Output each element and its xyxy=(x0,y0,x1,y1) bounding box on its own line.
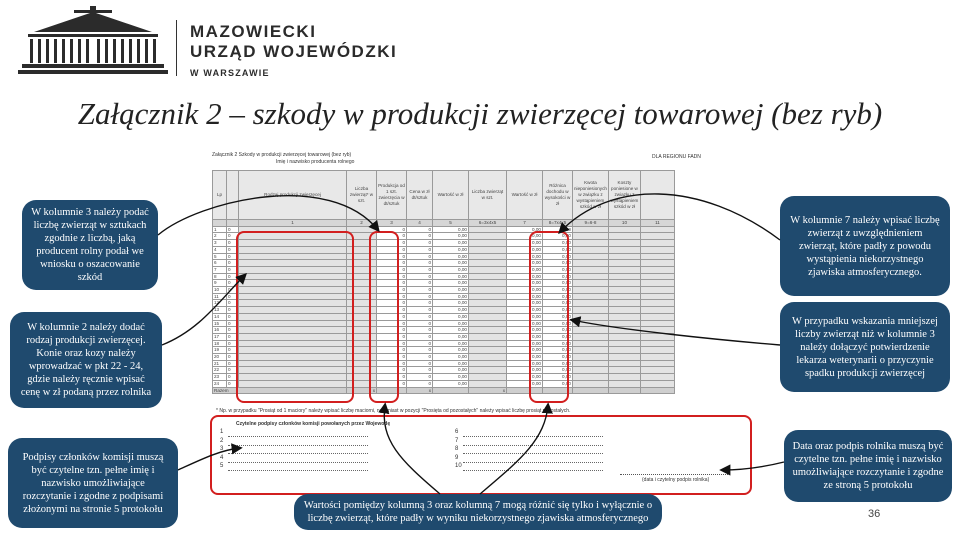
cell-roznica: 0,00 xyxy=(543,354,573,361)
farmer-signature-caption: (data i czytelny podpis rolnika) xyxy=(642,477,710,483)
cell-produkcja: 0 xyxy=(377,340,407,347)
callout-column-7: W kolumnie 7 należy wpisać liczbę zwierząt z uwzględnieniem zwierząt, które padły z powodu wystąpienia niekorzystnego zjawiska atmosferycznego. xyxy=(780,196,950,296)
logo-line-2: URZĄD WOJEWÓDZKI xyxy=(190,42,398,61)
cell-wartosc2: 0,00 xyxy=(507,360,543,367)
row-zero: 0 xyxy=(227,260,239,267)
page-number: 36 xyxy=(868,508,881,520)
cell-wartosc: 0,00 xyxy=(433,367,469,374)
cell-produkcja: 0 xyxy=(377,307,407,314)
column-number-cell: 5 xyxy=(433,220,469,227)
signature-number: 10 xyxy=(455,463,462,469)
row-zero: 0 xyxy=(227,287,239,294)
row-zero: 0 xyxy=(227,374,239,381)
cell-roznica: 0,00 xyxy=(543,347,573,354)
column-number-cell: 1 xyxy=(239,220,347,227)
header-koszty: Koszty poniesione w związku z wystąpieniem szkód w zł xyxy=(608,171,640,220)
row-zero: 0 xyxy=(227,253,239,260)
header-rodzaj: Rodzaj produkcji zwierzęcej xyxy=(239,171,347,220)
cell-cena: 0 xyxy=(407,347,433,354)
cell-roznica: 0,00 xyxy=(543,287,573,294)
row-number: 19 xyxy=(213,347,227,354)
cell-wartosc: 0,00 xyxy=(433,327,469,334)
cell-roznica: 0,00 xyxy=(543,327,573,334)
cell-produkcja: 0 xyxy=(377,327,407,334)
footnote: * Np. w przypadku "Prosiąt od 1 maciory" należy wpisać liczbę maciorni, natomiast w pozycji "Prosięta od pozostałych" należy wpisać liczbę prosiąt pozostałych. xyxy=(216,408,571,414)
column-number-cell: 7 xyxy=(507,220,543,227)
cell-wartosc2: 0,00 xyxy=(507,253,543,260)
row-number: 15 xyxy=(213,320,227,327)
cell-cena: 0 xyxy=(407,333,433,340)
row-number: 24 xyxy=(213,380,227,387)
cell-roznica: 0,00 xyxy=(543,246,573,253)
row-number: 5 xyxy=(213,253,227,260)
row-zero: 0 xyxy=(227,367,239,374)
sum-cell: x xyxy=(407,387,433,394)
cell-wartosc: 0,00 xyxy=(433,354,469,361)
row-zero: 0 xyxy=(227,360,239,367)
cell-produkcja: 0 xyxy=(377,320,407,327)
row-number: 22 xyxy=(213,367,227,374)
cell-wartosc2: 0,00 xyxy=(507,300,543,307)
row-number: 7 xyxy=(213,266,227,273)
cell-roznica: 0,00 xyxy=(543,374,573,381)
column-number-cell: 10 xyxy=(608,220,640,227)
signature-number: 3 xyxy=(220,446,224,452)
form-caption: Załącznik 2 Szkody w produkcji zwierzęcej towarowej (bez ryb) xyxy=(212,152,352,158)
cell-wartosc: 0,00 xyxy=(433,233,469,240)
cell-cena: 0 xyxy=(407,293,433,300)
sum-cell: x xyxy=(347,387,377,394)
cell-produkcja: 0 xyxy=(377,253,407,260)
cell-roznica: 0,00 xyxy=(543,293,573,300)
cell-wartosc: 0,00 xyxy=(433,273,469,280)
cell-produkcja: 0 xyxy=(377,360,407,367)
arrow-diff-right xyxy=(480,405,548,494)
cell-wartosc: 0,00 xyxy=(433,240,469,247)
cell-wartosc2: 0,00 xyxy=(507,293,543,300)
callout-signatures: Podpisy członków komisji muszą być czytelne tzn. pełne imię i nazwisko umożliwiające rozczytanie i zgodne z podpisami złożonymi na stronie 5 protokołu xyxy=(8,438,178,528)
column-number-cell: 8=7x4x5 xyxy=(543,220,573,227)
cell-wartosc: 0,00 xyxy=(433,307,469,314)
cell-roznica: 0,00 xyxy=(543,273,573,280)
cell-cena: 0 xyxy=(407,360,433,367)
row-zero: 0 xyxy=(227,266,239,273)
cell-roznica: 0,00 xyxy=(543,266,573,273)
cell-wartosc2: 0,00 xyxy=(507,313,543,320)
cell-wartosc: 0,00 xyxy=(433,287,469,294)
cell-roznica: 0,00 xyxy=(543,300,573,307)
row-number: 14 xyxy=(213,313,227,320)
cell-produkcja: 0 xyxy=(377,347,407,354)
cell-roznica: 0,00 xyxy=(543,226,573,233)
cell-cena: 0 xyxy=(407,300,433,307)
cell-produkcja: 0 xyxy=(377,233,407,240)
column-number-cell: 6=3x4x5 xyxy=(469,220,507,227)
cell-wartosc2: 0,00 xyxy=(507,307,543,314)
cell-cena: 0 xyxy=(407,273,433,280)
cell-roznica: 0,00 xyxy=(543,280,573,287)
cell-produkcja: 0 xyxy=(377,313,407,320)
row-zero: 0 xyxy=(227,233,239,240)
cell-cena: 0 xyxy=(407,327,433,334)
cell-produkcja: 0 xyxy=(377,260,407,267)
cell-wartosc2: 0,00 xyxy=(507,226,543,233)
cell-produkcja: 0 xyxy=(377,300,407,307)
row-zero: 0 xyxy=(227,226,239,233)
header-roznica: Różnica dochodu w wysokości w zł xyxy=(543,171,573,220)
cell-wartosc: 0,00 xyxy=(433,340,469,347)
row-zero: 0 xyxy=(227,300,239,307)
cell-cena: 0 xyxy=(407,240,433,247)
signature-number: 7 xyxy=(455,437,459,444)
cell-cena: 0 xyxy=(407,233,433,240)
cell-cena: 0 xyxy=(407,374,433,381)
cell-roznica: 0,00 xyxy=(543,233,573,240)
row-number: 11 xyxy=(213,293,227,300)
row-zero: 0 xyxy=(227,380,239,387)
cell-roznica: 0,00 xyxy=(543,340,573,347)
row-zero: 0 xyxy=(227,240,239,247)
cell-wartosc2: 0,00 xyxy=(507,280,543,287)
row-number: 6 xyxy=(213,260,227,267)
cell-wartosc2: 0,00 xyxy=(507,327,543,334)
header-liczba: Liczba zwierząt* w szt. xyxy=(347,171,377,220)
cell-produkcja: 0 xyxy=(377,287,407,294)
cell-produkcja: 0 xyxy=(377,293,407,300)
cell-produkcja: 0 xyxy=(377,354,407,361)
row-number: 18 xyxy=(213,340,227,347)
cell-cena: 0 xyxy=(407,380,433,387)
cell-wartosc2: 0,00 xyxy=(507,367,543,374)
header-cena: Cena w zł dt/sztuk xyxy=(407,171,433,220)
row-number: 1 xyxy=(213,226,227,233)
cell-cena: 0 xyxy=(407,287,433,294)
sum-label: Razem xyxy=(213,387,347,394)
cell-roznica: 0,00 xyxy=(543,240,573,247)
row-number: 2 xyxy=(213,233,227,240)
cell-wartosc: 0,00 xyxy=(433,293,469,300)
signature-number: 1 xyxy=(220,429,224,435)
cell-wartosc: 0,00 xyxy=(433,360,469,367)
cell-wartosc: 0,00 xyxy=(433,226,469,233)
header-lp: Lp xyxy=(213,171,227,220)
cell-roznica: 0,00 xyxy=(543,313,573,320)
cell-wartosc2: 0,00 xyxy=(507,273,543,280)
cell-wartosc2: 0,00 xyxy=(507,266,543,273)
signature-number: 5 xyxy=(220,463,224,469)
callout-lower-count: W przypadku wskazania mniejszej liczby zwierząt niż w kolumnie 3 należy dołączyć potwierdzenie lekarza weterynarii o przyczynie spadku produkcji zwierzęcej xyxy=(780,302,950,392)
cell-roznica: 0,00 xyxy=(543,253,573,260)
cell-wartosc2: 0,00 xyxy=(507,260,543,267)
logo-line-3: W WARSZAWIE xyxy=(190,68,270,78)
arrow-signatures xyxy=(178,448,240,470)
signature-number: 9 xyxy=(455,454,459,461)
row-zero: 0 xyxy=(227,354,239,361)
cell-roznica: 0,00 xyxy=(543,307,573,314)
cell-produkcja: 0 xyxy=(377,226,407,233)
cell-wartosc2: 0,00 xyxy=(507,354,543,361)
cell-wartosc: 0,00 xyxy=(433,253,469,260)
cell-cena: 0 xyxy=(407,313,433,320)
row-zero: 0 xyxy=(227,320,239,327)
header-liczba2: Liczba zwierząt w szt. xyxy=(469,171,507,220)
row-number: 13 xyxy=(213,307,227,314)
row-zero: 0 xyxy=(227,347,239,354)
cell-roznica: 0,00 xyxy=(543,367,573,374)
cell-cena: 0 xyxy=(407,246,433,253)
cell-produkcja: 0 xyxy=(377,266,407,273)
signature-number: 4 xyxy=(220,454,224,461)
cell-wartosc2: 0,00 xyxy=(507,246,543,253)
row-number: 21 xyxy=(213,360,227,367)
signature-number: 2 xyxy=(220,437,224,444)
callout-difference: Wartości pomiędzy kolumną 3 oraz kolumną 7 mogą różnić się tylko i wyłącznie o liczbę zwierząt, które padły w wyniku niekorzystnego zjawiska atmosferycznego xyxy=(294,494,662,530)
cell-wartosc: 0,00 xyxy=(433,313,469,320)
row-number: 23 xyxy=(213,374,227,381)
cell-wartosc2: 0,00 xyxy=(507,374,543,381)
row-zero: 0 xyxy=(227,333,239,340)
cell-cena: 0 xyxy=(407,307,433,314)
cell-cena: 0 xyxy=(407,280,433,287)
row-zero: 0 xyxy=(227,307,239,314)
row-number: 3 xyxy=(213,240,227,247)
callout-farmer-signature: Data oraz podpis rolnika muszą być czytelne tzn. pełne imię i nazwisko umożliwiające rozczytanie i zgodne ze stroną 5 protokołu xyxy=(784,430,952,502)
cell-roznica: 0,00 xyxy=(543,260,573,267)
row-number: 12 xyxy=(213,300,227,307)
cell-wartosc: 0,00 xyxy=(433,380,469,387)
cell-wartosc: 0,00 xyxy=(433,374,469,381)
cell-cena: 0 xyxy=(407,266,433,273)
cell-produkcja: 0 xyxy=(377,273,407,280)
arrow-diff-left xyxy=(384,405,440,494)
row-zero: 0 xyxy=(227,273,239,280)
cell-roznica: 0,00 xyxy=(543,380,573,387)
cell-wartosc2: 0,00 xyxy=(507,287,543,294)
logo-line-1: MAZOWIECKI xyxy=(190,22,317,41)
form-region-caption: DLA REGIONU FADN xyxy=(652,154,701,160)
column-number-cell: 3 xyxy=(377,220,407,227)
row-zero: 0 xyxy=(227,313,239,320)
cell-produkcja: 0 xyxy=(377,380,407,387)
cell-wartosc2: 0,00 xyxy=(507,333,543,340)
header-produkcja: Produkcja od 1 szt. zwierzęcia w dt/sztuk xyxy=(377,171,407,220)
cell-wartosc: 0,00 xyxy=(433,347,469,354)
cell-wartosc: 0,00 xyxy=(433,266,469,273)
arrow-col3 xyxy=(158,196,378,235)
header-wartosc: Wartość w zł xyxy=(433,171,469,220)
row-number: 9 xyxy=(213,280,227,287)
row-number: 16 xyxy=(213,327,227,334)
slide-title: Załącznik 2 – szkody w produkcji zwierzęcej towarowej (bez ryb) xyxy=(77,96,883,131)
row-number: 20 xyxy=(213,354,227,361)
row-number: 17 xyxy=(213,333,227,340)
row-zero: 0 xyxy=(227,280,239,287)
cell-wartosc2: 0,00 xyxy=(507,347,543,354)
cell-produkcja: 0 xyxy=(377,367,407,374)
cell-cena: 0 xyxy=(407,340,433,347)
signature-number: 8 xyxy=(455,446,459,452)
cell-wartosc: 0,00 xyxy=(433,280,469,287)
cell-wartosc2: 0,00 xyxy=(507,320,543,327)
cell-cena: 0 xyxy=(407,320,433,327)
arrow-farmer xyxy=(722,462,784,470)
cell-wartosc: 0,00 xyxy=(433,333,469,340)
column-number-cell: 2 xyxy=(347,220,377,227)
row-zero: 0 xyxy=(227,340,239,347)
row-zero: 0 xyxy=(227,246,239,253)
cell-wartosc2: 0,00 xyxy=(507,380,543,387)
cell-wartosc: 0,00 xyxy=(433,260,469,267)
callout-column-3: W kolumnie 3 należy podać liczbę zwierząt w sztukach zgodnie z liczbą, jaką producent rolny podał we wniosku o oszacowanie szkód xyxy=(22,200,158,290)
cell-wartosc2: 0,00 xyxy=(507,240,543,247)
row-zero: 0 xyxy=(227,327,239,334)
cell-produkcja: 0 xyxy=(377,374,407,381)
row-zero: 0 xyxy=(227,293,239,300)
cell-cena: 0 xyxy=(407,367,433,374)
column-number-cell: 9=6-8 xyxy=(573,220,609,227)
cell-cena: 0 xyxy=(407,354,433,361)
cell-produkcja: 0 xyxy=(377,280,407,287)
header-wartosc2: Wartość w zł xyxy=(507,171,543,220)
cell-wartosc2: 0,00 xyxy=(507,340,543,347)
column-number-cell: 11 xyxy=(640,220,674,227)
sum-cell: x xyxy=(469,387,507,394)
column-number-cell: 4 xyxy=(407,220,433,227)
cell-wartosc: 0,00 xyxy=(433,320,469,327)
form-sub-caption: Imię i nazwisko producenta rolnego xyxy=(276,159,355,165)
cell-cena: 0 xyxy=(407,226,433,233)
row-number: 4 xyxy=(213,246,227,253)
cell-cena: 0 xyxy=(407,253,433,260)
cell-wartosc: 0,00 xyxy=(433,300,469,307)
cell-produkcja: 0 xyxy=(377,246,407,253)
row-number: 10 xyxy=(213,287,227,294)
cell-wartosc2: 0,00 xyxy=(507,233,543,240)
header-kwota: Kwota nieponiesionych w związku z wystąpieniem szkód w zł xyxy=(573,171,609,220)
arrow-col7 xyxy=(560,194,780,240)
callout-column-2: W kolumnie 2 należy dodać rodzaj produkcji zwierzęcej. Konie oraz kozy należy wprowadzać w pkt 22 - 24, gdzie należy ręcznie wpisać cenę w zł podaną przez rolnika xyxy=(10,312,162,408)
arrow-lower-count xyxy=(572,320,780,345)
cell-produkcja: 0 xyxy=(377,333,407,340)
cell-cena: 0 xyxy=(407,260,433,267)
cell-roznica: 0,00 xyxy=(543,320,573,327)
signature-number: 6 xyxy=(455,429,459,435)
signature-heading: Czytelne podpisy członków komisji powołanych przez Wojewodę xyxy=(236,421,391,427)
row-number: 8 xyxy=(213,273,227,280)
cell-wartosc: 0,00 xyxy=(433,246,469,253)
arrow-col2 xyxy=(162,275,245,345)
cell-roznica: 0,00 xyxy=(543,333,573,340)
cell-produkcja: 0 xyxy=(377,240,407,247)
cell-roznica: 0,00 xyxy=(543,360,573,367)
